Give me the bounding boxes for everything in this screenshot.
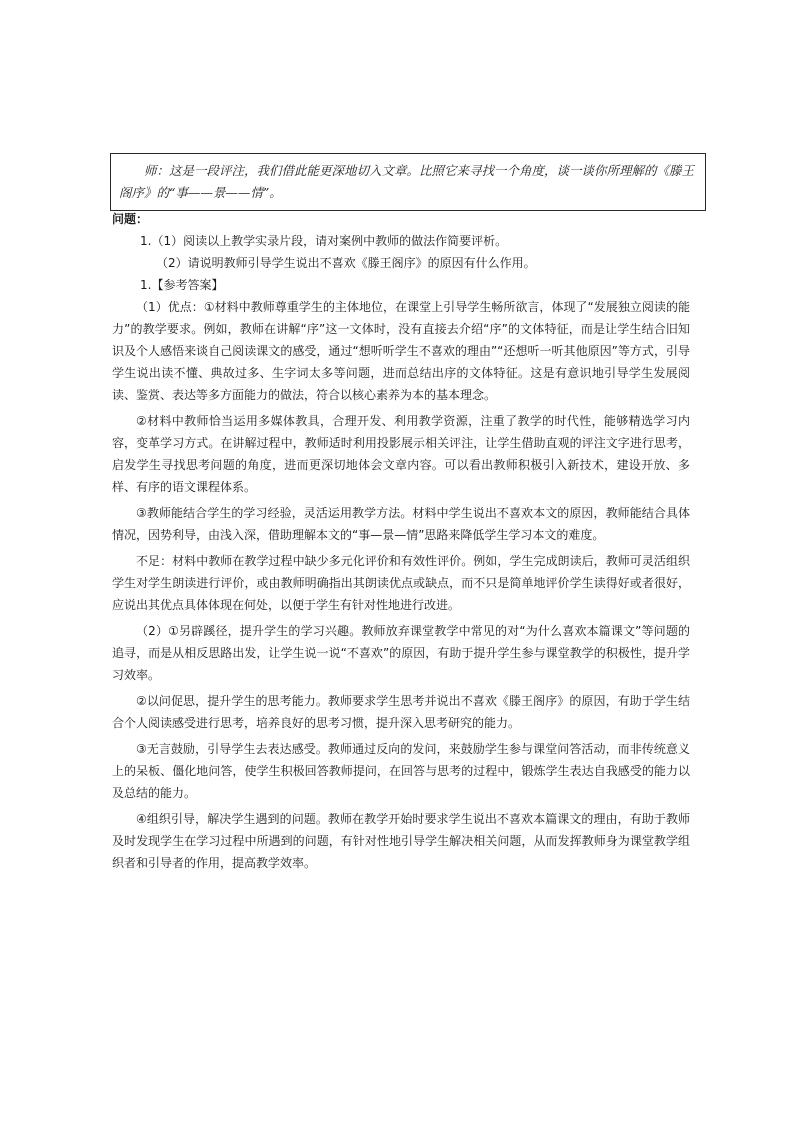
answer-paragraph: ③教师能结合学生的学习经验，灵活运用教学方法。材料中学生说出不喜欢本文的原因，教师能结合具体情况，因势利导，由浅入深，借助理解本文的“事—景—情”思路来降低学生学习本文的难度。 [112,506,690,542]
answer-paragraph: 不足：材料中教师在教学过程中缺少多元化评价和有效性评价。例如，学生完成朗读后，教师可灵活组织学生对学生朗读进行评价，或由教师明确指出其朗读优点或缺点，而不只是简单地评价学生读得好或者很好，应说出其优点具体体现在何处，以便于学生有针对性地进行改进。 [112,554,690,612]
answer-paragraph: ④组织引导，解决学生遇到的问题。教师在教学开始时要求学生说出不喜欢本篇课文的理由，有助于教师及时发现学生在学习过程中所遇到的问题，有针对性地引导学生解决相关问题，从而发挥教师身为课堂教学组织者和引导者的作用，提高教学效率。 [112,812,690,870]
answer-paragraph: ③无言鼓励，引导学生去表达感受。教师通过反向的发问，来鼓励学生参与课堂问答活动，而非传统意义上的呆板、僵化地问答，使学生积极回答教师提问，在回答与思考的过程中，锻炼学生表达自我感受的能力以及总结的能力。 [112,742,690,800]
question-1-2: （2）请说明教师引导学生说出不喜欢《滕王阁序》的原因有什么作用。 [156,256,536,270]
question-1-1: 1.（1）阅读以上教学实录片段，请对案例中教师的做法作简要评析。 [140,234,508,248]
answer-paragraph: ②材料中教师恰当运用多媒体教具，合理开发、利用教学资源，注重了教学的时代性，能够精选学习内容，变革学习方式。在讲解过程中，教师适时利用投影展示相关评注，让学生借助直观的评注文字进行思考，启发学生寻找思考问题的角度，进而更深切地体会文章内容。可以看出教师积极引入新技术，建设开放、多样、有序的语文课程体系。 [112,414,690,494]
answer-paragraph: ②以问促思，提升学生的思考能力。教师要求学生思考并说出不喜欢《滕王阁序》的原因，有助于学生结合个人阅读感受进行思考，培养良好的思考习惯，提升深入思考研究的能力。 [112,694,690,730]
quoted-transcript-box [110,153,706,211]
answer-paragraph: （2）①另辟蹊径，提升学生的学习兴趣。教师放弃课堂教学中常见的对“为什么喜欢本篇课文”等问题的追寻，而是从相反思路出发，让学生说一说“不喜欢”的原因，有助于提升学生参与课堂教学的积极性，提升学习效率。 [112,624,690,682]
answer-paragraph: （1）优点：①材料中教师尊重学生的主体地位，在课堂上引导学生畅所欲言，体现了“发展独立阅读的能力”的教学要求。例如，教师在讲解“序”这一文体时，没有直接去介绍“序”的文体特征，而是让学生结合旧知识及个人感悟来谈自己阅读课文的感受，通过“想听听学生不喜欢的理由”“还想听一听其他原因”等方式，引导学生说出读不懂、典故过多、生字词太多等问题，进而总结出序的文体特征。这是有意识地引导学生发展阅读、鉴赏、表达等多方面能力的做法，符合以核心素养为本的基本理念。 [112,300,690,402]
answer-label: 1.【参考答案】 [140,278,224,292]
document-content [112,208,690,878]
transcript-text: 师：这是一段评注，我们借此能更深地切入文章。比照它来寻找一个角度，谈一谈你所理解的《滕王阁序》的“事——景——情”。 [119,163,695,200]
questions-heading: 问题： [112,212,149,226]
